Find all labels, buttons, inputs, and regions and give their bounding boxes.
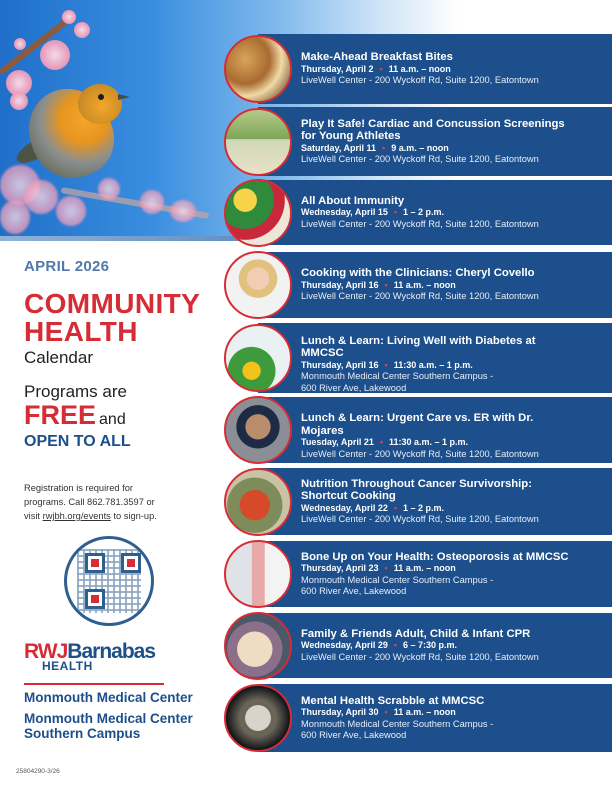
event-time: 6 – 7:30 p.m.: [403, 640, 458, 651]
blossom: [40, 40, 70, 70]
event-photo-doctor-portrait: [224, 396, 292, 464]
event-date: Thursday, April 30: [301, 707, 379, 717]
logo-divider: [24, 683, 164, 685]
separator-dot-icon: •: [379, 63, 383, 74]
event-details: [301, 628, 606, 664]
separator-dot-icon: •: [384, 563, 388, 573]
event-location: LiveWell Center - 200 Wyckoff Rd, Suite 1200, Eatontown: [301, 651, 539, 662]
event-title: Make-Ahead Breakfast Bites: [301, 51, 453, 64]
registration-line: Registration is required for: [24, 483, 134, 493]
event-row[interactable]: [258, 252, 612, 318]
event-datetime: [301, 64, 606, 76]
event-title: All About Immunity: [301, 194, 405, 207]
event-details: [301, 118, 606, 166]
blossom: [10, 92, 28, 110]
event-details: [301, 412, 606, 460]
event-details: [301, 478, 606, 526]
event-date: Wednesday, April 22: [301, 502, 388, 513]
event-title: Play It Safe! Cardiac and Concussion Screenings for Young Athletes: [301, 117, 565, 142]
event-date: Tuesday, April 21: [301, 437, 374, 448]
event-datetime: [301, 360, 606, 372]
blossom: [98, 178, 120, 200]
event-details: [301, 51, 606, 87]
event-row[interactable]: [258, 397, 612, 463]
event-details: [301, 335, 606, 395]
free-line: [24, 402, 224, 433]
event-location: LiveWell Center - 200 Wyckoff Rd, Suite 1200, Eatontown: [301, 448, 539, 459]
event-location: Monmouth Medical Center Southern Campus - 600 River Ave, Lakewood: [301, 371, 494, 393]
event-time: 11 a.m. – noon: [393, 707, 456, 717]
event-datetime: [301, 437, 606, 449]
event-title: Cooking with the Clinicians: Cheryl Covello: [301, 267, 535, 280]
visit-text: visit: [24, 511, 41, 521]
event-row[interactable]: [258, 107, 612, 176]
event-time: 9 a.m. – noon: [391, 142, 449, 153]
event-date: Wednesday, April 29: [301, 640, 388, 651]
event-datetime: [301, 207, 606, 219]
event-time: 11:30 a.m. – 1 p.m.: [393, 359, 473, 370]
event-location: LiveWell Center - 200 Wyckoff Rd, Suite 1200, Eatontown: [301, 514, 539, 524]
blossom: [0, 200, 30, 234]
event-photo-doctor-patient: [224, 540, 292, 608]
event-details: [301, 551, 606, 598]
event-time: 1 – 2 p.m.: [403, 207, 445, 218]
document-code: 25804290-3/26: [16, 768, 60, 775]
facility-secondary: Monmouth Medical Center Southern Campus: [24, 711, 193, 741]
rwjbarnabas-logo: [24, 640, 156, 673]
event-row[interactable]: [258, 468, 612, 535]
event-location: LiveWell Center - 200 Wyckoff Rd, Suite 1200, Eatontown: [301, 75, 539, 86]
event-date: Thursday, April 16: [301, 279, 379, 290]
separator-dot-icon: •: [384, 707, 388, 717]
event-datetime: [301, 707, 606, 719]
logo-barnabas: Barnabas: [67, 640, 156, 663]
event-title: Lunch & Learn: Living Well with Diabetes at MMCSC: [301, 334, 536, 359]
separator-dot-icon: •: [393, 640, 398, 651]
event-title: Bone Up on Your Health: Osteoporosis at MMCSC: [301, 550, 569, 563]
event-photo-clinician-portrait: [224, 251, 292, 319]
and-text: and: [99, 411, 126, 428]
event-row[interactable]: [258, 34, 612, 104]
event-datetime: [301, 503, 606, 515]
event-row[interactable]: [258, 613, 612, 678]
blossom: [14, 38, 26, 50]
qr-finder-icon: [121, 553, 141, 573]
logo-health: HEALTH: [42, 659, 93, 673]
event-title: Lunch & Learn: Urgent Care vs. ER with Dr. Mojares: [301, 412, 534, 437]
month-label: APRIL 2026: [24, 258, 110, 275]
open-to-all-text: OPEN TO ALL: [24, 433, 131, 450]
separator-dot-icon: •: [393, 207, 398, 218]
event-location: LiveWell Center - 200 Wyckoff Rd, Suite 1200, Eatontown: [301, 291, 539, 302]
facility-primary: Monmouth Medical Center: [24, 690, 193, 705]
title-health: HEALTH: [24, 316, 138, 347]
event-date: Thursday, April 2: [301, 63, 374, 74]
blossom: [170, 200, 196, 222]
events-link[interactable]: rwjbh.org/events: [42, 511, 111, 521]
event-location: LiveWell Center - 200 Wyckoff Rd, Suite 1200, Eatontown: [301, 218, 539, 229]
calendar-header: [24, 258, 224, 451]
blossom: [140, 190, 164, 214]
blossom: [24, 180, 58, 214]
event-photo-cpr-manikin: [224, 612, 292, 680]
event-photo-glucose-meter-fruit: [224, 324, 292, 392]
event-time: 1 – 2 p.m.: [403, 502, 445, 513]
registration-line: programs. Call 862.781.3597 or: [24, 497, 155, 507]
event-row[interactable]: [258, 180, 612, 245]
separator-dot-icon: •: [384, 359, 388, 370]
title-calendar: Calendar: [24, 348, 93, 367]
free-text: FREE: [24, 400, 97, 430]
separator-dot-icon: •: [384, 279, 388, 290]
bird-eye: [98, 94, 104, 100]
event-details: [301, 695, 606, 742]
event-photo-kids-soccer: [224, 108, 292, 176]
event-row[interactable]: [258, 684, 612, 752]
blossom: [56, 196, 86, 226]
event-photo-brain-scan: [224, 684, 292, 752]
event-row[interactable]: [258, 541, 612, 607]
qr-finder-icon: [85, 589, 105, 609]
event-time: 11 a.m. – noon: [388, 63, 451, 74]
event-datetime: [301, 143, 606, 155]
event-location: Monmouth Medical Center Southern Campus - 600 River Ave, Lakewood: [301, 574, 494, 596]
event-date: Saturday, April 11: [301, 142, 377, 153]
registration-line: [24, 509, 224, 523]
separator-dot-icon: •: [379, 437, 384, 448]
event-time: 11 a.m. – noon: [393, 563, 456, 573]
event-row[interactable]: [258, 323, 612, 393]
blossom: [74, 22, 90, 38]
event-date: Wednesday, April 15: [301, 207, 388, 218]
logo-rwj: RWJ: [24, 640, 68, 663]
event-datetime: [301, 640, 606, 652]
event-time: 11:30 a.m. – 1 p.m.: [389, 437, 469, 448]
title-community: COMMUNITY: [24, 288, 201, 319]
event-location: Monmouth Medical Center Southern Campus - 600 River Ave, Lakewood: [301, 718, 494, 740]
event-photo-grocery-shopping: [224, 468, 292, 536]
event-title: Nutrition Throughout Cancer Survivorship: Shortcut Cooking: [301, 477, 532, 502]
programs-are-text: Programs are: [24, 382, 127, 401]
blossom: [62, 10, 76, 24]
event-photo-healthy-foods: [224, 179, 292, 247]
event-date: Thursday, April 23: [301, 563, 379, 573]
qr-code[interactable]: [64, 536, 154, 626]
event-date: Thursday, April 16: [301, 359, 379, 370]
event-datetime: [301, 563, 606, 575]
event-title: Mental Health Scrabble at MMCSC: [301, 694, 485, 707]
event-details: [301, 195, 606, 231]
separator-dot-icon: •: [382, 142, 386, 153]
qr-finder-icon: [85, 553, 105, 573]
event-location: LiveWell Center - 200 Wyckoff Rd, Suite 1200, Eatontown: [301, 154, 539, 164]
event-datetime: [301, 280, 606, 292]
registration-info: [24, 481, 224, 523]
bird-head: [78, 84, 122, 124]
event-photo-breakfast-food: [224, 35, 292, 103]
sign-up-text: to sign-up.: [113, 511, 157, 521]
event-title: Family & Friends Adult, Child & Infant CPR: [301, 627, 531, 640]
event-details: [301, 267, 606, 303]
bird-beak: [118, 94, 130, 100]
event-time: 11 a.m. – noon: [393, 279, 456, 290]
separator-dot-icon: •: [393, 502, 398, 513]
